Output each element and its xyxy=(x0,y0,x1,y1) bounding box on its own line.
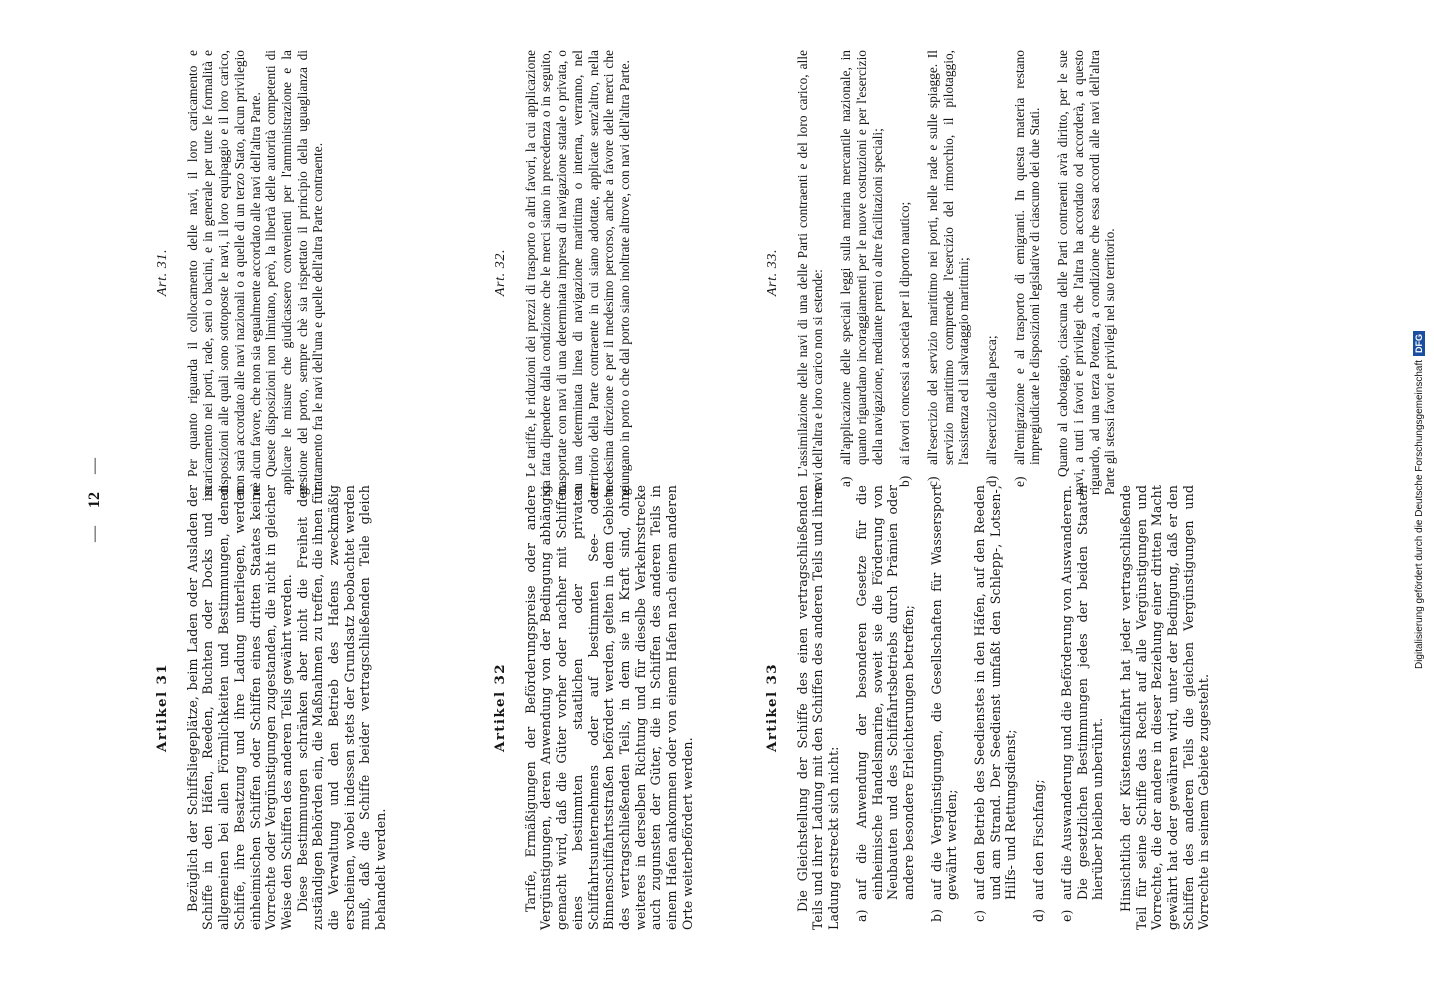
item-text: auf den Fischfang; xyxy=(1031,779,1047,900)
german-article-31 xyxy=(155,485,389,930)
list-item xyxy=(1012,50,1043,495)
digitization-credit-sidebar xyxy=(1404,0,1434,1000)
paragraph: Die Gleichstellung der Schiffe des einen vertragschließenden Teils und ihrer Ladung mit den Schiffen des anderen Teils und ihrer Ladung erstreckt sich nicht: xyxy=(794,485,842,930)
list-item xyxy=(925,50,972,495)
list-item xyxy=(1059,485,1106,930)
item-text: auf die Anwendung der besonderen Gesetze für die einheimische Handelsmarine, soweit sie die Förderung von Neubauten und des Schiffahrtsbetriebs durch Prämien oder andere besondere Erleichterungen betreffen; xyxy=(853,485,916,900)
item-text: all'applicazione delle speciali leggi sulla marina mercantile nazionale, in quanto riguardano incoraggiamenti per le nuove costruzioni e per l'esercizio della navigazione, mediante premi o altre facilitazioni speciali; xyxy=(838,50,885,465)
credit-text: Digitalisierung gefördert durch die Deutsche Forschungsgemeinschaft xyxy=(1413,359,1425,670)
item-text: all'emigrazione e al trasporto di emigranti. In questa materia restano impregiudicate le disposizioni legislative di ciascuno dei due Stati. xyxy=(1011,50,1043,465)
paragraph: Hinsichtlich der Küstenschiffahrt hat jeder vertragschließende Teil für seine Schiffe das Recht auf alle Vergünstigungen und Vorrechte, die der andere in dieser Beziehung einer dritten Macht gewährt hat oder gewähren wird, unter der Bedingung, daß er den Schiffen des anderen Teils die gleichen Vergünstigungen und Vorrechte in seinem Gebiete zugesteht. xyxy=(1117,485,1212,930)
italian-article-31 xyxy=(155,50,326,495)
article-title: Art. 33. xyxy=(765,248,780,297)
article-title: Art. 32. xyxy=(493,248,508,297)
item-label: c) xyxy=(924,476,940,487)
item-text: auf die Auswanderung und die Beförderung von Auswanderern. Die gesetzlichen Bestimmungen jedes der beiden Staaten hierüber bleiben unberührt. xyxy=(1058,485,1106,900)
italian-article-32 xyxy=(493,50,633,495)
item-label: e) xyxy=(1011,476,1027,487)
list-item xyxy=(854,485,917,930)
list-item xyxy=(972,485,1019,930)
paragraph: Quanto al cabotaggio, ciascuna delle Parti contraenti avrà diritto, per le sue navi, a tutti i favori e privilegi che l'altra ha accordato od accorderà, a questo riguardo, ad una terza Potenza, a condizione che essa accordi alle navi dell'altra Parte gli stessi favori e privilegi nel suo territorio. xyxy=(1055,50,1118,495)
list-item xyxy=(929,485,960,930)
german-article-32 xyxy=(493,485,695,930)
article-title: Artikel 31 xyxy=(154,663,170,752)
paragraph: Le tariffe, le riduzioni dei prezzi di trasporto o altri favori, la cui applicazione sia fatta dipendere dalla condizione che le merci siano in precedenza o in seguito, trasportate con navi di una determinata impresa di navigazione statale o privata, o su una determinata linea di navigazione marittima o interna, verranno, nel territorio della Parte contraente in cui siano adottate, applicate senz'altro, nella medesima direzione e per il medesimo percorso, anche a favore delle merci che giungano in porto o che dal porto siano inoltrate altrove, con navi dell'altra Parte. xyxy=(522,50,632,495)
list-item xyxy=(838,50,885,495)
german-article-33 xyxy=(765,485,1212,930)
paragraph: L'assimilazione delle navi di una delle Parti contraenti e del loro carico, alle navi dell'altra e loro carico non si estende: xyxy=(794,50,826,495)
item-label: a) xyxy=(853,909,869,922)
item-label: c) xyxy=(972,909,988,922)
italian-article-33 xyxy=(765,50,1118,495)
item-label: a) xyxy=(838,476,854,487)
article-title: Art. 31. xyxy=(155,248,170,297)
paragraph: Bezüglich der Schiffsliegeplätze, beim Laden oder Ausladen der Schiffe in den Häfen, Reeden, Buchten oder Docks und im allgemeinen bei allen Förmlichkeiten und Bestimmungen, denen Schiffe, ihre Besatzung und ihre Ladung unterliegen, werden einheimischen Schiffen oder Schiffen eines dritten Staates keine Vorrechte oder Vergünstigungen zugestanden, die nicht in gleicher Weise den Schiffen des anderen Teils gewährt werden. xyxy=(184,485,294,930)
item-text: auf den Betrieb des Seedienstes in den Häfen, auf den Reeden und am Strand. Der Seedienst umfaßt den Schlepp-, Lotsen-, Hilfs- und Rettungsdienst; xyxy=(972,485,1019,900)
paragraph: Diese Bestimmungen schränken aber nicht die Freiheit der zuständigen Behörden ein, die Maßnahmen zu treffen, die ihnen für die Verwaltung und den Betrieb des Hafens zweckmäßig erscheinen, wobei indessen stets der Grundsatz beobachtet werden muß, daß die Schiffe beider vertragschließenden Teile gleich behandelt werden. xyxy=(294,485,389,930)
page-number xyxy=(86,340,104,660)
article-title: Artikel 32 xyxy=(492,663,508,752)
article-title: Artikel 33 xyxy=(764,663,780,752)
item-label: b) xyxy=(928,908,944,922)
item-label: d) xyxy=(1031,908,1047,922)
item-label: b) xyxy=(897,475,913,487)
dfg-logo: DFG xyxy=(1413,331,1425,356)
credit-line xyxy=(1404,0,1434,1000)
item-text: ai favori concessi a società per il diporto nautico; xyxy=(897,201,913,465)
item-label: d) xyxy=(984,475,1000,487)
page-dash-left: — xyxy=(86,526,103,542)
list-item xyxy=(897,50,913,495)
item-label: e) xyxy=(1058,909,1074,922)
list-item xyxy=(1031,485,1047,930)
paragraph: Tarife, Ermäßigungen der Beförderungspreise oder andere Vergünstigungen, deren Anwendung von der Bedingung abhängig gemacht wird, daß die Güter vorher oder nachher mit Schiffen eines bestimmten staatlichen oder privaten Schiffahrtsunternehmens oder auf bestimmten See- oder Binnenschiffahrtsstraßen befördert werden, gelten in dem Gebiete des vertragschließenden Teils, in dem sie in Kraft sind, ohne weiteres in derselben Richtung und für dieselbe Verkehrsstrecke auch zugunsten der Güter, die in Schiffen des anderen Teils in einem Hafen ankommen oder von einem Hafen nach einem anderen Orte weiterbefördert werden. xyxy=(522,485,695,930)
item-text: all'esercizio del servizio marittimo nei porti, nelle rade e sulle spiagge. Il servizio marittimo comprende l'esercizio del rimorchio, il pilotaggio, l'assistenza ed il salvataggio marittimi; xyxy=(924,50,972,465)
paragraph: Queste disposizioni non limitano, però, la libertà delle autorità competenti di applicare le misure che giudicassero convenienti per l'amministrazione e la gestione del porto, sempre chè sia rispettato il principio della uguaglianza di trattamento fra le navi dell'una e quelle dell'altra Parte contraente. xyxy=(263,50,326,495)
item-text: all'esercizio della pesca; xyxy=(984,335,1000,465)
page-dash-right: — xyxy=(86,458,103,474)
page-number-value: 12 xyxy=(86,492,103,508)
item-text: auf die Vergünstigungen, die Gesellschaften für Wassersport gewährt werden; xyxy=(928,485,960,900)
list-item xyxy=(984,50,1000,495)
paragraph: Per quanto riguarda il collocamento delle navi, il loro caricamento e scaricamento nei porti, rade, seni o bacini, e in generale per tutte le formalità e disposizioni alle quali sono sottoposte le navi, il loro equipaggio e il loro carico, non sarà accordato alle navi nazionali o a quelle di un terzo Stato, alcun privilegio nè alcun favore, che non sia egualmente accordato alle navi dell'altra Parte. xyxy=(184,50,263,495)
